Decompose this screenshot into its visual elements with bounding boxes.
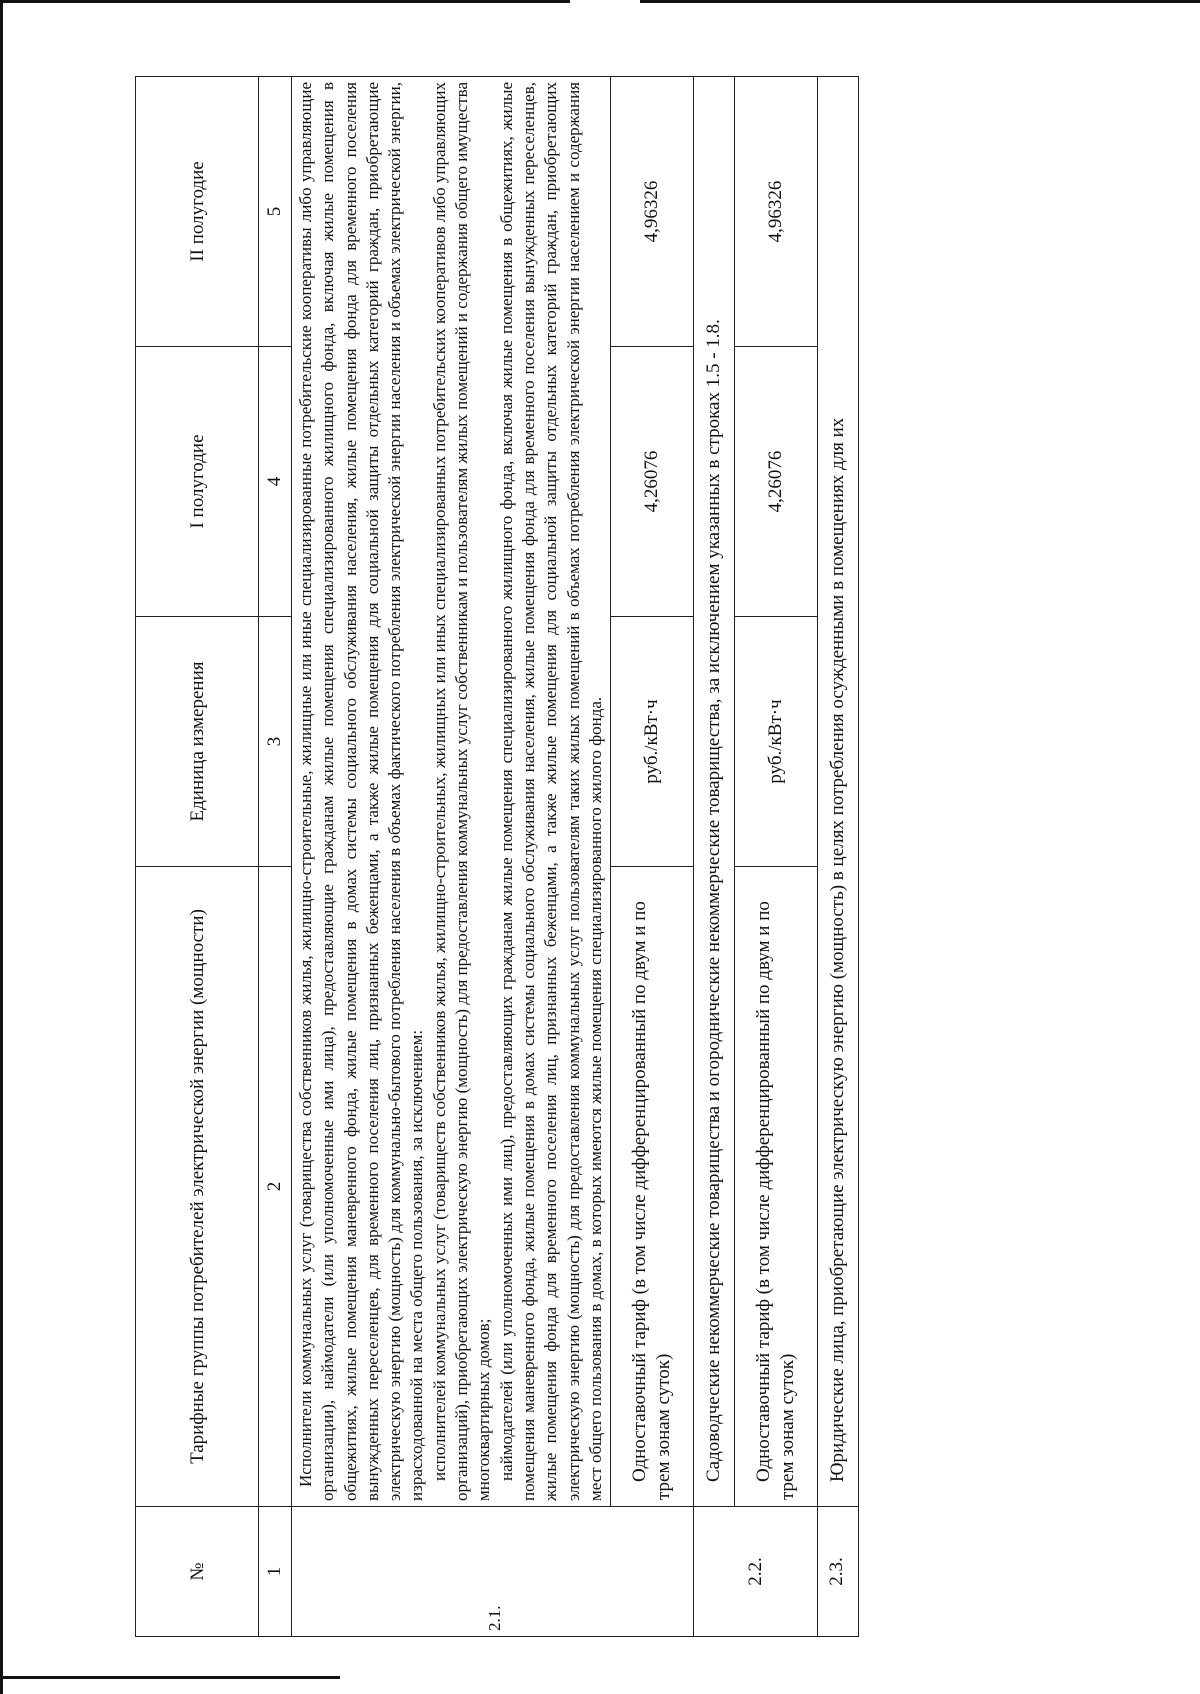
header-second-half: II полугодие xyxy=(136,77,259,347)
tariff-value-first-half: 4,26076 xyxy=(611,347,694,617)
column-number: 4 xyxy=(259,347,292,617)
row-number: 2.1. xyxy=(292,1507,694,1637)
table-row xyxy=(694,77,735,1637)
column-number-row xyxy=(259,77,292,1637)
row-number: 2.3. xyxy=(818,1507,859,1637)
table-row xyxy=(611,77,694,1637)
column-number: 2 xyxy=(259,867,292,1507)
tariff-group-description: Садоводческие некоммерческие товарищества и огороднические некоммерческие товарищества, за исключением указанных в строках 1.5 - 1.8. xyxy=(694,77,735,1507)
tariff-unit: руб./кВт·ч xyxy=(735,617,818,867)
scan-border-left xyxy=(0,0,3,1694)
tariff-name: Одноставочный тариф (в том числе дифференцированный по двум и по трем зонам суток) xyxy=(735,867,818,1507)
description-paragraph: наймодателей (или уполномоченных ими лиц), предоставляющих гражданам жилые помещения специализированного жилищного фонда, включая жилые помещения в общежитиях, жилые помещения маневренного фонда, жилые помещения в домах системы социального обслуживания населения, жилые помещения фонда для временного поселения вынужденных переселенцев, жилые помещения фонда для временного поселения лиц, признанных беженцами, а также жилые помещения для социальной защиты отдельных категорий граждан, приобретающих электрическую энергию (мощность) для предоставления коммунальных услуг пользователям таких жилых помещений в объемах потребления электрической энергии населением и содержания мест общего пользования в домах, в которых имеются жилые помещения специализированного жилого фонда. xyxy=(496,82,605,1501)
rotated-page xyxy=(135,77,1135,1637)
table-row xyxy=(818,77,859,1637)
header-number: № xyxy=(136,1507,259,1637)
tariff-value-second-half: 4,96326 xyxy=(611,77,694,347)
tariff-group-description: Юридические лица, приобретающие электрическую энергию (мощность) в целях потребления осужденными в помещениях для их xyxy=(818,77,859,1507)
tariff-name: Одноставочный тариф (в том числе дифференцированный по двум и по трем зонам суток) xyxy=(611,867,694,1507)
table-row xyxy=(292,77,611,1637)
header-row xyxy=(136,77,259,1637)
tariff-value-first-half: 4,26076 xyxy=(735,347,818,617)
column-number: 5 xyxy=(259,77,292,347)
table-row xyxy=(735,77,818,1637)
header-tariff-group: Тарифные группы потребителей электрической энергии (мощности) xyxy=(136,867,259,1507)
scan-border-gap xyxy=(570,0,640,3)
tariff-table xyxy=(135,76,859,1637)
column-number: 3 xyxy=(259,617,292,867)
header-first-half: I полугодие xyxy=(136,347,259,617)
tariff-group-description xyxy=(292,77,611,1507)
scan-border-bottom xyxy=(0,1676,340,1679)
tariff-value-second-half: 4,96326 xyxy=(735,77,818,347)
description-paragraph: Исполнители коммунальных услуг (товарищества собственников жилья, жилищно-строительные, жилищные или иные специализированные потребительские кооперативы либо управляющие организации), наймодатели (или уполномоченные ими лица), предоставляющие гражданам жилые помещения специализированного жилищного фонда, включая жилые помещения в общежитиях, жилые помещения маневренного фонда, жилые помещения в домах системы социального обслуживания населения, жилые помещения фонда для временного поселения вынужденных переселенцев, для временного поселения лиц, признанных беженцами, а также жилые помещения для социальной защиты отдельных категорий граждан, приобретающие электрическую энергию (мощность) для коммунально-бытового потребления населения в объемах фактического потребления электрической энергии населения и объемах электрической энергии, израсходованной на места общего пользования, за исключением: xyxy=(296,82,427,1501)
header-unit: Единица измерения xyxy=(136,617,259,867)
column-number: 1 xyxy=(259,1507,292,1637)
description-paragraph: исполнителей коммунальных услуг (товариществ собственников жилья, жилищно-строительных, жилищных или иных специализированных потребительских кооперативов либо управляющих организаций), приобретающих электрическую энергию (мощность) для предоставления коммунальных услуг собственникам и пользователям жилых помещений и содержания общего имущества многоквартирных домов; xyxy=(429,82,494,1501)
tariff-unit: руб./кВт·ч xyxy=(611,617,694,867)
row-number: 2.2. xyxy=(694,1507,818,1637)
